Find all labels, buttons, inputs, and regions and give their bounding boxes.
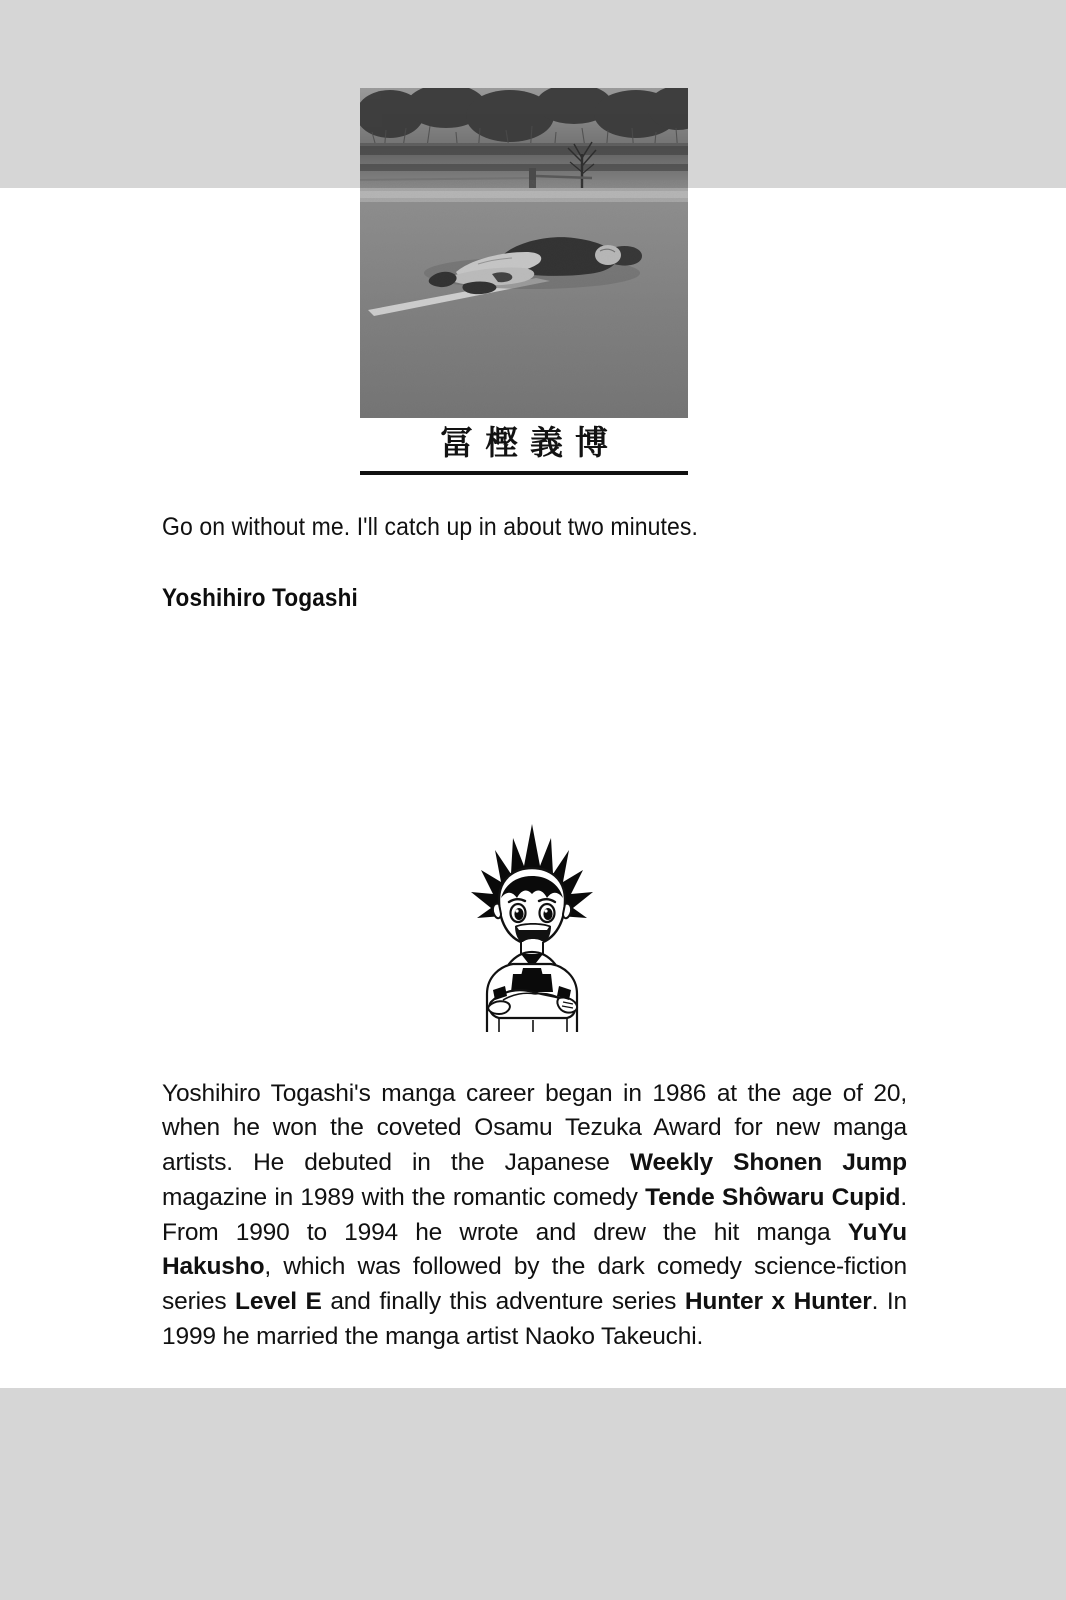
bio-title-emphasis: Tende Shôwaru Cupid <box>645 1183 901 1211</box>
bio-title-emphasis: Hunter x Hunter <box>684 1288 872 1316</box>
gon-character-image <box>447 818 617 1040</box>
author-photo-image <box>360 88 688 418</box>
bio-title-emphasis: Level E <box>235 1288 322 1316</box>
author-photo <box>360 88 688 418</box>
quote-attribution: Yoshihiro Togashi <box>162 584 358 612</box>
bio-title-emphasis: Weekly Shonen Jump <box>629 1149 907 1177</box>
author-quote: Go on without me. I'll catch up in about two minutes. <box>162 513 699 541</box>
bio-title-emphasis: YuYu Hakusho <box>162 1218 907 1281</box>
japanese-author-name: 冨樫義博 <box>440 423 620 462</box>
gon-character-illustration <box>447 818 617 1040</box>
name-divider-rule <box>360 471 688 475</box>
author-biography: Yoshihiro Togashi's manga career began in 1986 at the age of 20, when he won the coveted Osamu Tezuka Award for new manga artists. He debuted in the Japanese Weekly Shonen Jump magazine in 1989 with the romantic comedy Tende Shôwaru Cupid. From 1990 to 1994 he wrote and drew the hit manga YuYu Hakusho, which was followed by the dark comedy science-fiction series Level E and finally this adventure series Hunter x Hunter. In 1999 he married the manga artist Naoko Takeuchi. <box>162 1079 907 1351</box>
